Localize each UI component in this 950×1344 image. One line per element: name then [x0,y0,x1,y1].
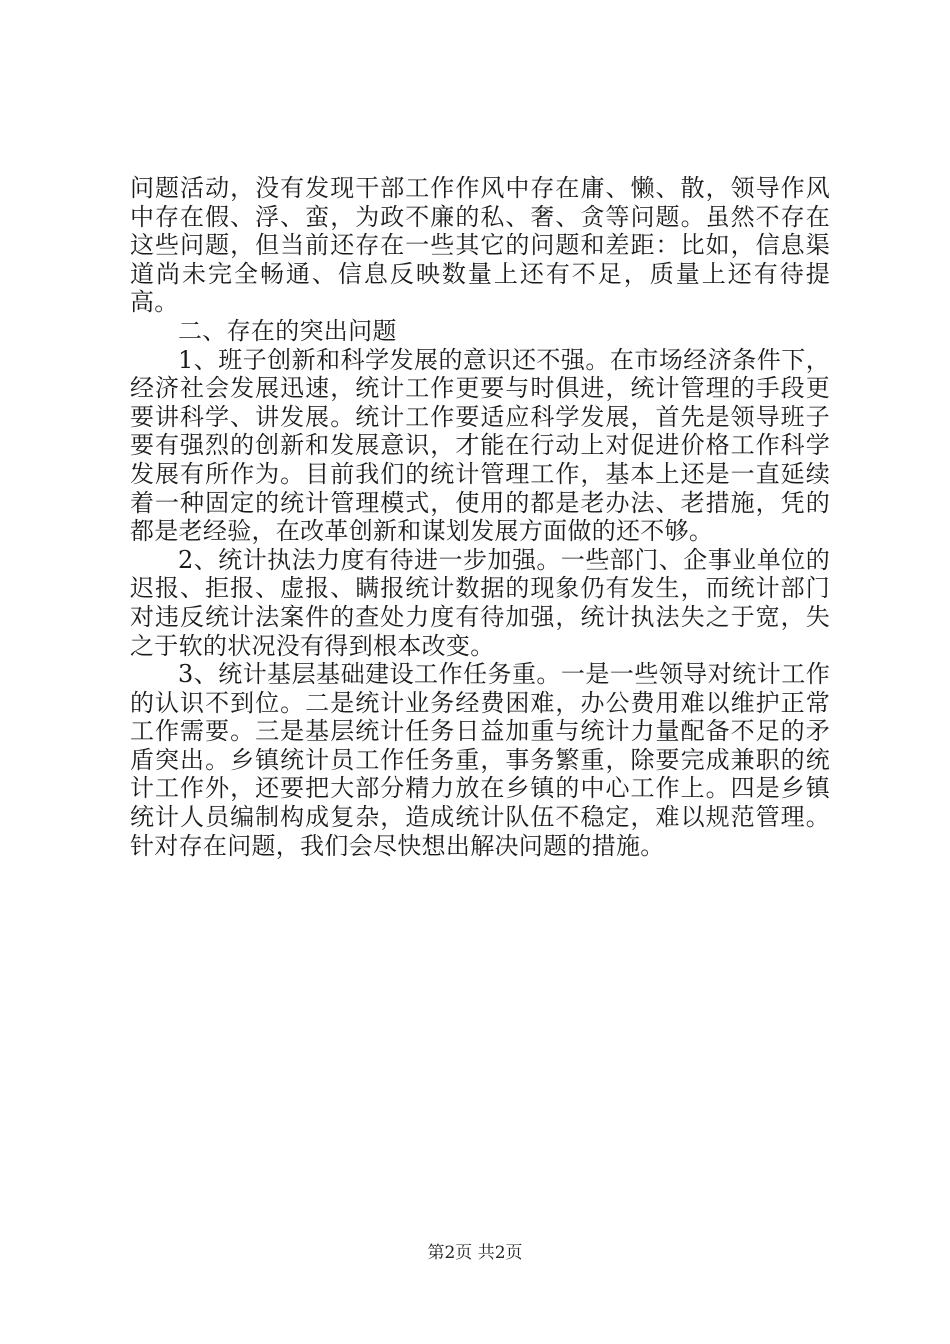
paragraph-item-2: 2、统计执法力度有待进一步加强。一些部门、企事业单位的迟报、拒报、虚报、瞒报统计数据的现象仍有发生，而统计部门对违反统计法案件的查处力度有待加强，统计执法失之于宽，失之于软的状况没有得到根本改变。 [130,545,830,660]
paragraph-item-3: 3、统计基层基础建设工作任务重。一是一些领导对统计工作的认识不到位。二是统计业务经费困难，办公费用难以维护正常工作需要。三是基层统计任务日益加重与统计力量配备不足的矛盾突出。乡镇统计员工作任务重，事务繁重，除要完成兼职的统计工作外，还要把大部分精力放在乡镇的中心工作上。四是乡镇统计人员编制构成复杂，造成统计队伍不稳定，难以规范管理。针对存在问题，我们会尽快想出解决问题的措施。 [130,660,830,860]
page-number-footer: 第2页 共2页 [427,1243,523,1263]
document-body [130,174,830,860]
paragraph-item-1: 1、班子创新和科学发展的意识还不强。在市场经济条件下，经济社会发展迅速，统计工作更要与时俱进，统计管理的手段更要讲科学、讲发展。统计工作要适应科学发展，首先是领导班子要有强烈的创新和发展意识，才能在行动上对促进价格工作科学发展有所作为。目前我们的统计管理工作，基本上还是一直延续着一种固定的统计管理模式，使用的都是老办法、老措施，凭的都是老经验，在改革创新和谋划发展方面做的还不够。 [130,345,830,546]
section-heading: 二、存在的突出问题 [178,316,397,345]
paragraph-continuation: 问题活动，没有发现干部工作作风中存在庸、懒、散，领导作风中存在假、浮、蛮，为政不廉的私、奢、贪等问题。虽然不存在这些问题，但当前还存在一些其它的问题和差距：比如，信息渠道尚未完全畅通、信息反映数量上还有不足，质量上还有待提高。 [130,174,830,317]
